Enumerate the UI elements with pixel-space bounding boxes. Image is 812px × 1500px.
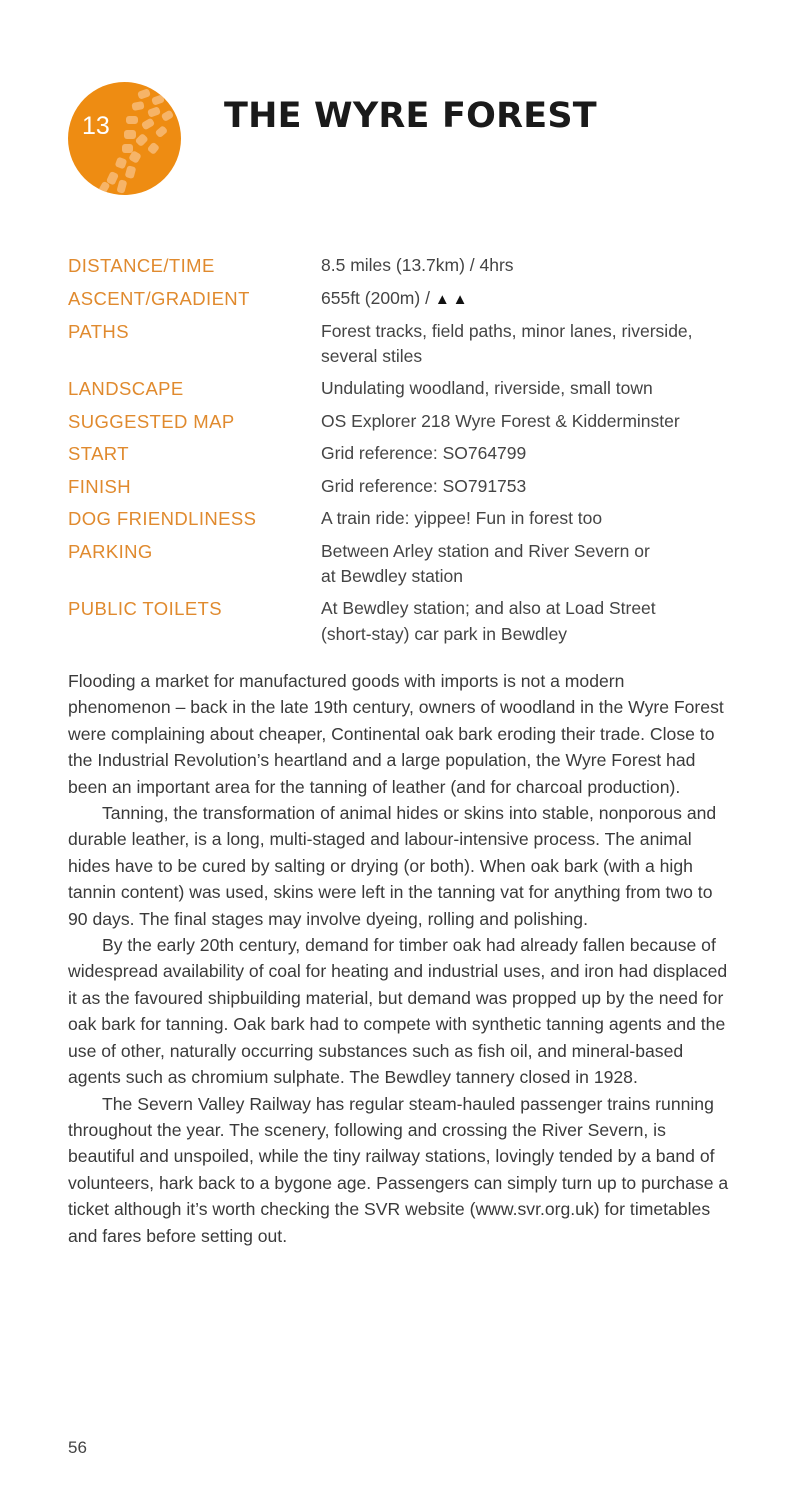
page-title: THE WYRE FOREST [224,96,597,136]
fact-value: A train ride: yippee! Fun in forest too [321,508,603,528]
fact-label: FINISH [68,475,132,497]
fact-row-toilets [68,596,748,647]
fact-row-distance [68,253,748,279]
fact-value: Forest tracks, field paths, minor lanes, riverside, several stiles [321,320,693,366]
fact-row-ascent [68,286,748,313]
fact-value: OS Explorer 218 Wyre Forest & Kidderminster [321,410,680,431]
fact-label: ASCENT/GRADIENT [68,287,250,309]
fact-label: PUBLIC TOILETS [68,598,222,619]
fact-label: LANDSCAPE [68,378,184,399]
paragraph: Tanning, the transformation of animal hides or skins into stable, nonporous and durable leather, is a long, multi-staged and labour-intensive process. The animal hides have to be cured by salting or drying (or both). When oak bark (with a high tannin content) was used, skins were left in the tanning vat for anything from two to 90 days. The final stages may involve dyeing, rolling and polishing. [68,803,717,929]
fact-value: At Bewdley station; and also at Load Street (short-stay) car park in Bewdley [321,598,656,644]
fact-row-finish [68,474,748,500]
page-number: 56 [68,1438,87,1457]
fact-label: PARKING [68,540,153,562]
walk-number-badge [68,82,181,195]
paragraph: Flooding a market for manufactured goods with imports is not a modern phenomenon – back in the late 19th century, owners of woodland in the Wyre Forest were complaining about cheaper, Continental oak bark eroding their trade. Close to the Industrial Revolution’s heartland and a large population, the Wyre Forest had been an important area for the tanning of leather (and for charcoal production). [68,671,724,797]
fact-row-parking [68,539,748,590]
walk-number: 13 [82,112,110,140]
fact-label: PATHS [68,320,129,342]
fact-row-landscape [68,376,748,402]
fact-label: START [68,443,129,464]
paragraph: By the early 20th century, demand for timber oak had already fallen because of widespread availability of coal for heating and industrial uses, and iron had displaced it as the favoured shipbuilding material, but demand was propped up by the need for oak bark for tanning. Oak bark had to compete with synthetic tanning agents and the use of other, naturally occurring substances such as fish oil, and mineral-based agents such as chromium sulphate. The Bewdley tannery closed in 1928. [68,935,728,1088]
fact-row-paths [68,319,748,370]
fact-row-start [68,441,748,467]
fact-value [321,286,748,313]
paragraph: The Severn Valley Railway has regular steam-hauled passenger trains running throughout the year. The scenery, following and crossing the River Severn, is beautiful and unspoiled, while the tiny railway stations, lovingly tended by a band of volunteers, hark back to a bygone age. Passengers can simply turn up to purchase a ticket although it’s worth checking the SVR website (www.svr.org.uk) for timetables and fares before setting out. [68,1093,729,1246]
fact-row-map [68,409,748,435]
fact-row-dog [68,506,748,532]
fact-value: Between Arley station and River Severn or at Bewdley station [321,540,650,586]
walk-facts-table [68,253,748,654]
fact-label: DISTANCE/TIME [68,255,215,276]
fact-value: Grid reference: SO764799 [321,443,527,463]
ascent-text: 655ft (200m) / [321,287,435,308]
fact-value: Undulating woodland, riverside, small town [321,378,653,398]
gradient-triangle-icon: ▲▲ [434,290,471,308]
fact-label: SUGGESTED MAP [68,410,235,432]
body-text [68,668,732,1249]
fact-value: 8.5 miles (13.7km) / 4hrs [321,255,514,275]
fact-value: Grid reference: SO791753 [321,475,527,496]
fact-label: DOG FRIENDLINESS [68,508,257,529]
